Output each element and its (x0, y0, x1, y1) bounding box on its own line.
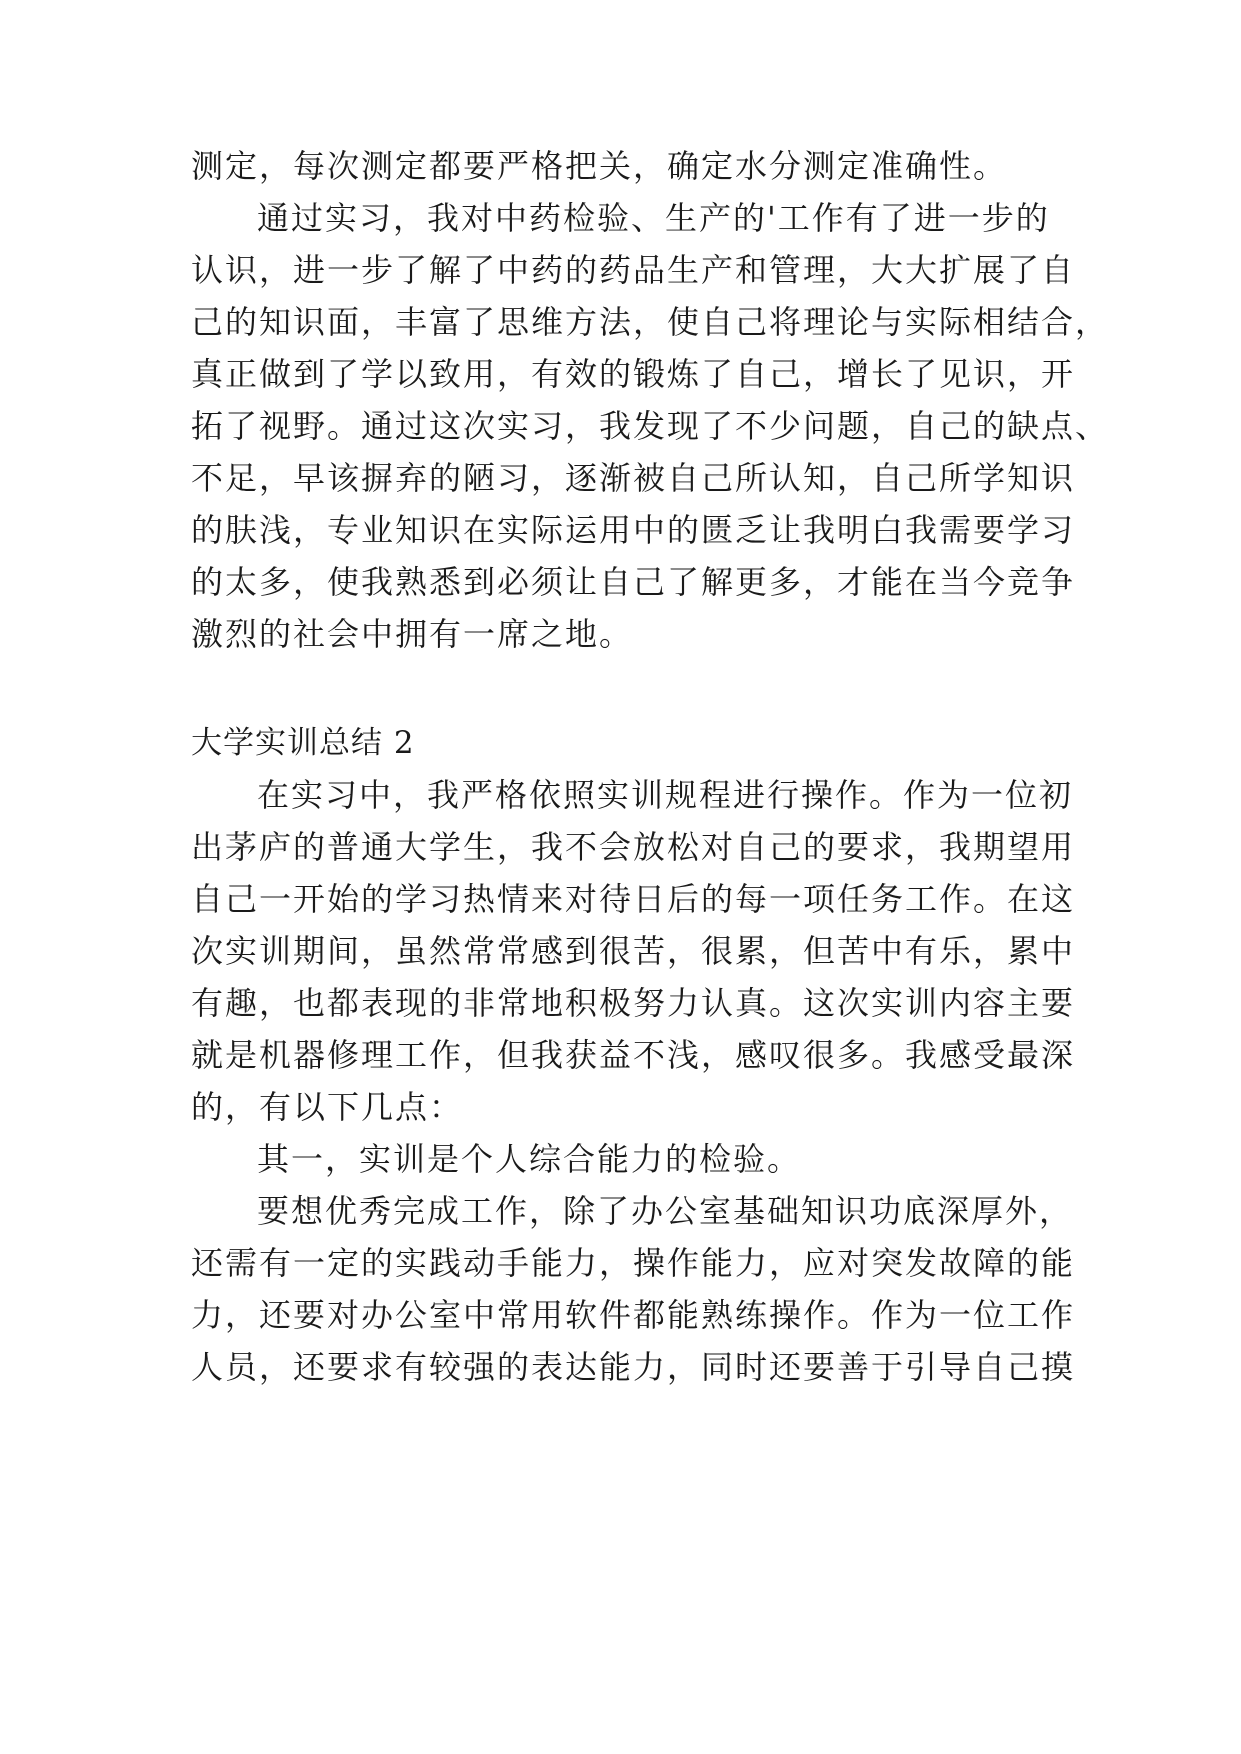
paragraph-line: 就是机器修理工作，但我获益不浅，感叹很多。我感受最深 (191, 1036, 1076, 1074)
section-heading: 大学实训总结 2 (191, 725, 415, 761)
paragraph-line: 次实训期间，虽然常常感到很苦，很累，但苦中有乐，累中 (191, 932, 1076, 970)
paragraph-line: 人员，还要求有较强的表达能力，同时还要善于引导自己摸 (191, 1348, 1076, 1386)
paragraph-line: 认识，进一步了解了中药的药品生产和管理，大大扩展了自 (191, 251, 1076, 289)
paragraph-line: 的，有以下几点： (191, 1088, 464, 1126)
paragraph-line: 出茅庐的普通大学生，我不会放松对自己的要求，我期望用 (191, 828, 1076, 866)
paragraph-line: 通过实习，我对中药检验、生产的'工作有了进一步的 (257, 199, 1050, 237)
paragraph-line: 还需有一定的实践动手能力，操作能力，应对突发故障的能 (191, 1244, 1076, 1282)
paragraph-line: 激烈的社会中拥有一席之地。 (191, 615, 634, 653)
paragraph-line: 在实习中，我严格依照实训规程进行操作。作为一位初 (257, 776, 1074, 814)
paragraph-line: 的太多，使我熟悉到必须让自己了解更多，才能在当今竞争 (191, 563, 1076, 601)
paragraph-line: 拓了视野。通过这次实习，我发现了不少问题，自己的缺点、 (191, 407, 1110, 445)
paragraph-line: 不足，早该摒弃的陋习，逐渐被自己所认知，自己所学知识 (191, 459, 1076, 497)
paragraph-line: 的肤浅，专业知识在实际运用中的匮乏让我明白我需要学习 (191, 511, 1076, 549)
paragraph-line: 力，还要对办公室中常用软件都能熟练操作。作为一位工作 (191, 1296, 1076, 1334)
paragraph-line: 己的知识面，丰富了思维方法，使自己将理论与实际相结合， (191, 303, 1110, 341)
paragraph-line: 其一，实训是个人综合能力的检验。 (257, 1140, 802, 1178)
paragraph-line: 要想优秀完成工作，除了办公室基础知识功底深厚外， (257, 1192, 1074, 1230)
paragraph-line: 真正做到了学以致用，有效的锻炼了自己，增长了见识，开 (191, 355, 1076, 393)
paragraph-line: 自己一开始的学习热情来对待日后的每一项任务工作。在这 (191, 880, 1076, 918)
paragraph-line: 有趣，也都表现的非常地积极努力认真。这次实训内容主要 (191, 984, 1076, 1022)
paragraph-line: 测定，每次测定都要严格把关，确定水分测定准确性。 (191, 147, 1008, 185)
